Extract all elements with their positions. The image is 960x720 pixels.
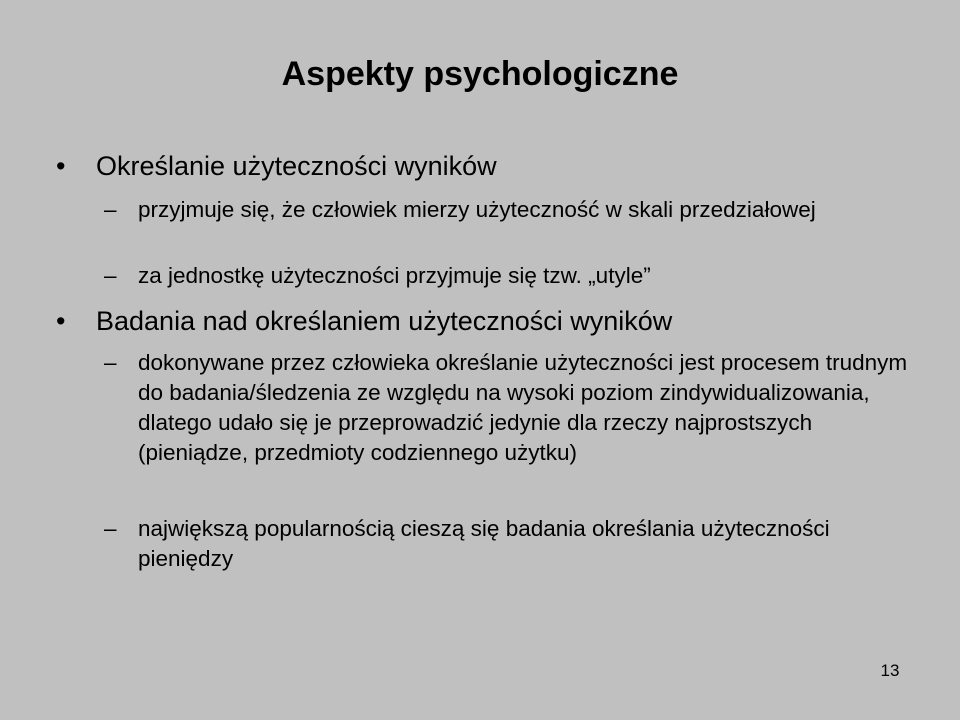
slide-title: Aspekty psychologiczne [281, 55, 679, 93]
dash-icon: – [104, 197, 117, 222]
sub-bullet-item [104, 348, 918, 468]
sub-bullet-text: największą popularnością cieszą się badania określania użyteczności pieniędzy [138, 516, 830, 571]
sub-bullet-item [104, 195, 918, 225]
bullet-text: Określanie użyteczności wyników [96, 151, 497, 181]
sub-bullet-item [104, 261, 918, 291]
bullet-icon: • [56, 306, 66, 336]
bullet-item [56, 150, 916, 183]
sub-bullet-item [104, 514, 918, 574]
sub-bullet-text: za jednostkę użyteczności przyjmuje się tzw. „utyle” [138, 263, 651, 288]
dash-icon: – [104, 350, 117, 375]
dash-icon: – [104, 263, 117, 288]
dash-icon: – [104, 516, 117, 541]
sub-bullet-text: dokonywane przez człowieka określanie użyteczności jest procesem trudnym do badania/śledzenia ze względu na wysoki poziom zindywidualizowania, dlatego udało się je przeprowadzić jedynie dla rzeczy najprostszych (pieniądze, przedmioty codziennego użytku) [138, 350, 908, 465]
bullet-text: Badania nad określaniem użyteczności wyników [96, 306, 673, 336]
bullet-icon: • [56, 151, 66, 181]
bullet-item [56, 305, 916, 338]
sub-bullet-text: przyjmuje się, że człowiek mierzy użyteczność w skali przedziałowej [138, 197, 816, 222]
page-number: 13 [880, 661, 900, 680]
